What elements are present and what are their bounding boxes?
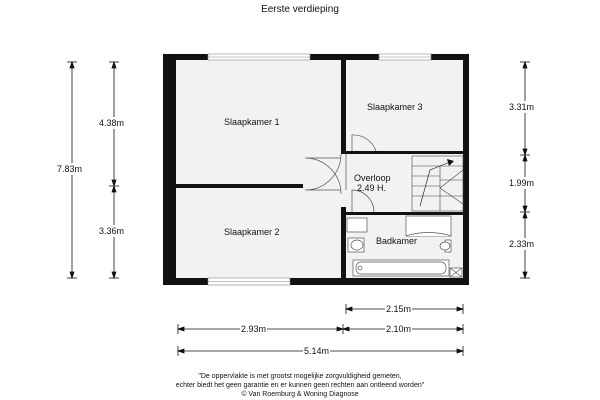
dimension-left-total: 7.83m	[57, 164, 83, 174]
room-label-slaapkamer-2: Slaapkamer 2	[224, 227, 280, 237]
dimension-right-lower: 2.33m	[509, 239, 535, 249]
dimension-bottom-right-upper: 2.15m	[386, 304, 412, 314]
dimension-left-lower: 3.36m	[99, 226, 125, 236]
dimension-bottom-total: 5.14m	[304, 346, 330, 356]
disclaimer-line-1: "De oppervlakte is met grootst mogelijke zorgvuldigheid gemeten,	[198, 373, 402, 380]
room-height-overloop: 2.49 H.	[357, 183, 387, 193]
room-label-slaapkamer-1: Slaapkamer 1	[224, 117, 280, 127]
dimension-bottom-left: 2.93m	[241, 324, 267, 334]
copyright-line: © Van Roemburg & Woning Diagnose	[241, 391, 359, 398]
outer-walls	[163, 54, 469, 285]
dimension-right-upper: 3.31m	[509, 102, 535, 112]
dimension-bottom-right-lower: 2.10m	[386, 324, 412, 334]
room-label-slaapkamer-3: Slaapkamer 3	[367, 102, 423, 112]
room-label-badkamer: Badkamer	[376, 236, 418, 246]
dimension-left-upper: 4.38m	[99, 118, 125, 128]
drawing-title: Eerste verdieping	[261, 4, 339, 15]
disclaimer-line-2: echter biedt het geen garantie en er kunnen geen rechten aan ontleend worden"	[175, 382, 425, 389]
dimension-right-middle: 1.99m	[509, 178, 535, 188]
room-label-overloop: Overloop	[354, 173, 391, 183]
